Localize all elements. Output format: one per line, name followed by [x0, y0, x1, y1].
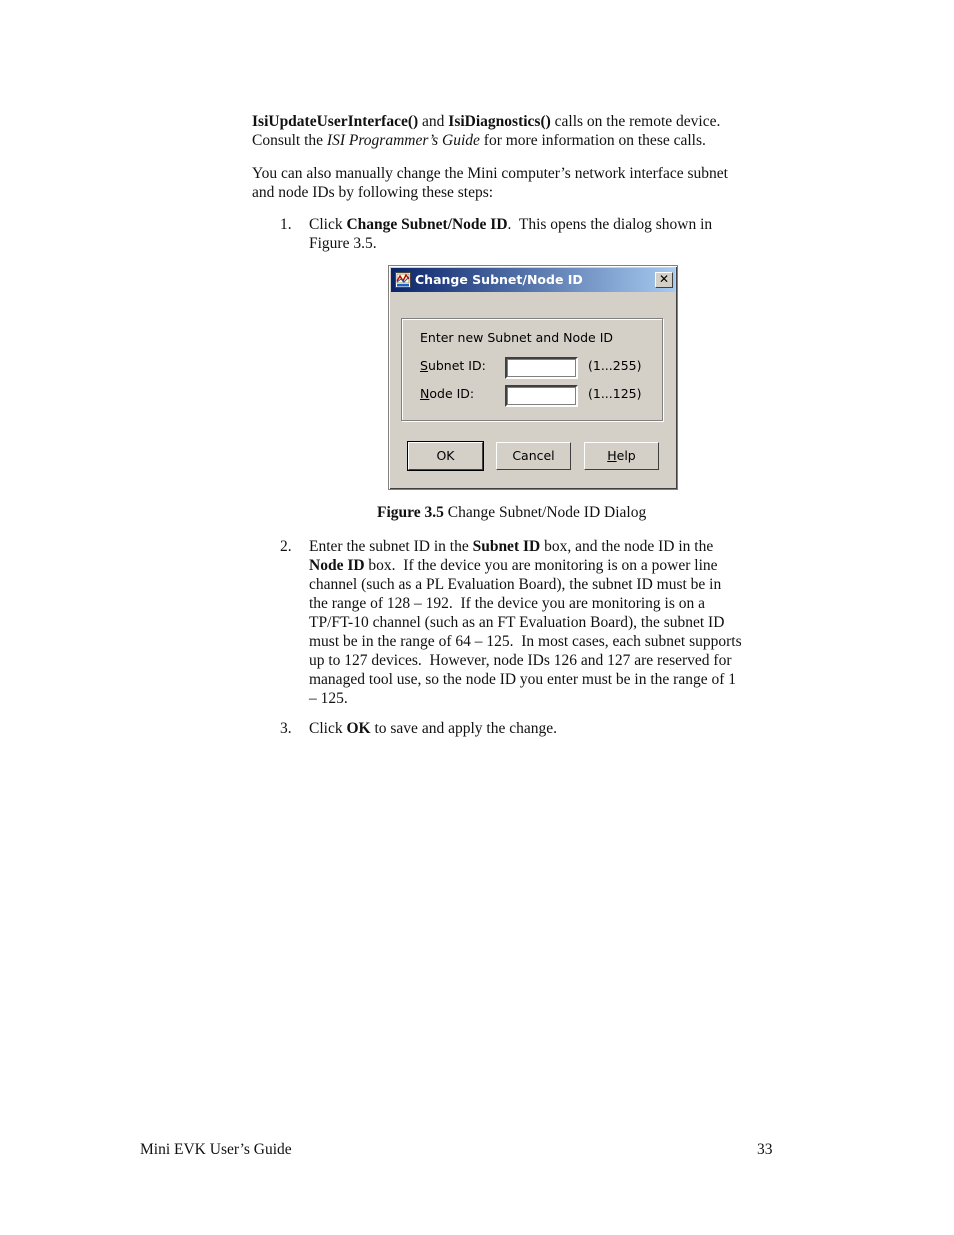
help-button[interactable]: [584, 442, 659, 470]
node-id-input[interactable]: [505, 385, 578, 407]
intro-rest-1: calls on the remote device.: [554, 113, 721, 130]
ok-label: OK: [436, 448, 455, 463]
node-label-mnemonic: N: [420, 386, 430, 401]
step-1-line-2: Figure 3.5.: [309, 235, 377, 252]
step-2-line-3: channel (such as a PL Evaluation Board), the subnet ID must be in: [309, 576, 722, 593]
help-mnemonic: H: [607, 448, 617, 463]
node-id-label: [420, 386, 474, 401]
step-2-line-4: the range of 128 – 192. If the device you are monitoring is on a: [309, 595, 705, 612]
group-label: Enter new Subnet and Node ID: [420, 330, 614, 345]
step-2-line-9: – 125.: [309, 690, 348, 707]
guide-title: ISI Programmer’s Guide: [326, 132, 480, 149]
step-1-command: Change Subnet/Node ID: [346, 216, 508, 233]
step-2-number: 2.: [280, 538, 292, 555]
figure-title: Change Subnet/Node ID Dialog: [447, 504, 647, 521]
step-3-command: OK: [346, 720, 371, 737]
intro-line-1: [252, 112, 827, 131]
step-2-node-field-name: Node ID: [309, 557, 365, 574]
subnet-label-mnemonic: S: [420, 358, 428, 373]
dialog-title: Change Subnet/Node ID: [415, 272, 583, 287]
subnet-id-input[interactable]: [505, 357, 578, 379]
step-3-pre: Click: [309, 720, 343, 737]
function-name-update-ui: IsiUpdateUserInterface(): [252, 113, 419, 130]
ok-button[interactable]: [408, 442, 483, 470]
node-label-rest: ode ID:: [429, 386, 475, 401]
step-2-line-7: up to 127 devices. However, node IDs 126 and 127 are reserved for: [309, 652, 732, 669]
change-subnet-node-id-dialog: [388, 265, 678, 490]
intro-consult: Consult the: [252, 132, 324, 149]
step-1-text: [309, 215, 819, 253]
help-label-rest: elp: [616, 448, 636, 463]
id-entry-group: [401, 318, 663, 421]
intro-paragraph: [252, 112, 827, 150]
step-2-subnet-field-name: Subnet ID: [472, 538, 541, 555]
step-2-text: [309, 537, 819, 708]
subnet-id-range: (1...255): [588, 358, 642, 373]
node-id-range: (1...125): [588, 386, 642, 401]
step-2-line-5: TP/FT-10 channel (such as an FT Evaluation Board), the subnet ID: [309, 614, 725, 631]
cancel-button[interactable]: [496, 442, 571, 470]
step-1-post: . This opens the dialog shown in: [507, 216, 713, 233]
steps-intro-paragraph: [252, 164, 827, 202]
intro-rest-2: for more information on these calls.: [483, 132, 706, 149]
step-2-l1-post: box, and the node ID in the: [544, 538, 714, 555]
step-3-text: [309, 719, 819, 738]
dialog-titlebar[interactable]: [391, 268, 675, 292]
step-2-l2-post: box. If the device you are monitoring is on a power line: [368, 557, 718, 574]
step-3-number: 3.: [280, 720, 292, 737]
step-1-pre: Click: [309, 216, 343, 233]
subnet-label-rest: ubnet ID:: [427, 358, 486, 373]
figure-caption: [377, 504, 646, 522]
app-icon: [395, 272, 411, 288]
steps-intro-line-1: You can also manually change the Mini computer’s network interface subnet: [252, 165, 728, 182]
intro-and: and: [422, 113, 445, 130]
step-1-number: 1.: [280, 216, 292, 233]
step-2-line-8: managed tool use, so the node ID you enter must be in the range of 1: [309, 671, 736, 688]
step-3-post: to save and apply the change.: [374, 720, 557, 737]
subnet-id-label: [420, 358, 486, 373]
close-icon: ✕: [658, 272, 670, 286]
step-2-line-6: must be in the range of 64 – 125. In most cases, each subnet supports: [309, 633, 742, 650]
cancel-label: Cancel: [512, 448, 555, 463]
function-name-diagnostics: IsiDiagnostics(): [448, 113, 551, 130]
step-2-l1-pre: Enter the subnet ID in the: [309, 538, 469, 555]
close-button[interactable]: [655, 272, 673, 288]
footer-page-number: 33: [757, 1141, 773, 1158]
footer-document-title: Mini EVK User’s Guide: [140, 1141, 292, 1158]
figure-number: Figure 3.5: [377, 504, 444, 521]
intro-line-2: [252, 131, 827, 150]
steps-intro-line-2: and node IDs by following these steps:: [252, 184, 494, 201]
